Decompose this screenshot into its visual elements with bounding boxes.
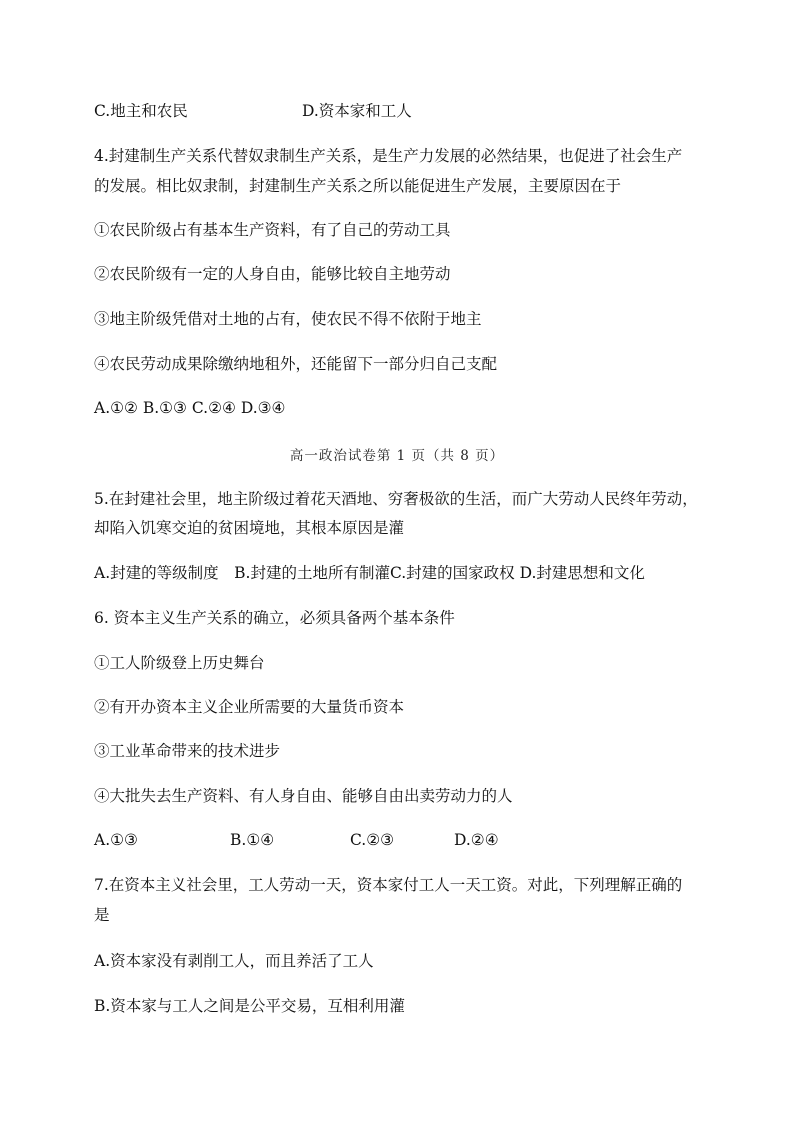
- q5-stem-line2: 却陷入饥寒交迫的贫困境地，其根本原因是灌: [94, 519, 405, 537]
- q6-item-2: ②有开办资本主义企业所需要的大量货币资本: [94, 698, 405, 716]
- q4-item-3: ③地主阶级凭借对土地的占有，使农民不得不依附于地主: [94, 310, 482, 328]
- q6-option-b: B.①④: [230, 831, 275, 849]
- q3-option-d: D.资本家和工人: [302, 102, 412, 120]
- q6-option-d: D.②④: [454, 831, 499, 849]
- q4-stem-line1: 4.封建制生产关系代替奴隶制生产关系，是生产力发展的必然结果，也促进了社会生产: [94, 147, 683, 165]
- q6-option-a: A.①③: [94, 831, 138, 849]
- page-footer: 高一政治试卷第 1 页（共 8 页）: [289, 448, 505, 464]
- q7-option-b: B.资本家与工人之间是公平交易，互相利用灌: [94, 997, 405, 1015]
- q4-item-1: ①农民阶级占有基本生产资料，有了自己的劳动工具: [94, 221, 451, 239]
- q6-options-row: [94, 829, 714, 851]
- q6-option-c: C.②③: [350, 831, 395, 849]
- q5-stem-line1: 5.在封建社会里，地主阶级过着花天酒地、穷奢极欲的生活，而广大劳动人民终年劳动，: [94, 490, 698, 508]
- q6-stem: 6. 资本主义生产关系的确立，必须具备两个基本条件: [94, 609, 455, 627]
- q4-options: A.①② B.①③ C.②④ D.③④: [94, 399, 286, 417]
- q4-item-4: ④农民劳动成果除缴纳地租外，还能留下一部分归自己支配: [94, 355, 498, 373]
- q6-item-3: ③工业革命带来的技术进步: [94, 742, 281, 760]
- q7-stem-line1: 7.在资本主义社会里，工人劳动一天，资本家付工人一天工资。对此，下列理解正确的: [94, 876, 683, 894]
- q4-item-2: ②农民阶级有一定的人身自由，能够比较自主地劳动: [94, 265, 451, 283]
- q3-options-row: [94, 100, 714, 122]
- q5-options: A.封建的等级制度 B.封建的土地所有制灌C.封建的国家政权 D.封建思想和文化: [94, 564, 645, 582]
- q4-stem-line2: 的发展。相比奴隶制，封建制生产关系之所以能促进生产发展，主要原因在于: [94, 177, 622, 195]
- q7-option-a: A.资本家没有剥削工人，而且养活了工人: [94, 952, 374, 970]
- q3-option-c: C.地主和农民: [94, 102, 188, 120]
- q7-stem-line2: 是: [94, 906, 110, 924]
- q6-item-4: ④大批失去生产资料、有人身自由、能够自由出卖劳动力的人: [94, 787, 513, 805]
- q6-item-1: ①工人阶级登上历史舞台: [94, 654, 265, 672]
